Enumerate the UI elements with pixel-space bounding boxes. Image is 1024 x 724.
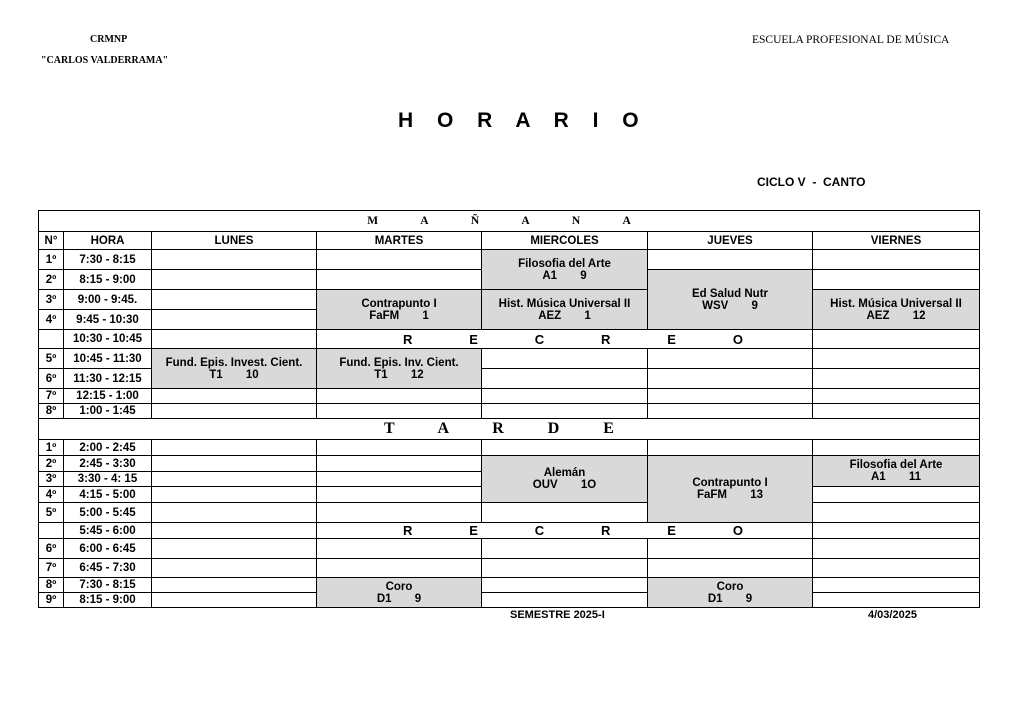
row-num: 5º (39, 503, 64, 523)
date-label: 4/03/2025 (868, 609, 917, 621)
empty-cell (482, 503, 648, 523)
row-num: 5º (39, 349, 64, 369)
empty-cell (482, 389, 648, 404)
empty-cell (813, 389, 980, 404)
row-hora: 7:30 - 8:15 (64, 250, 152, 270)
recreo-letter: R (403, 523, 413, 538)
recreo-row (317, 330, 813, 349)
course-name: Filosofia del Arte (518, 257, 611, 270)
course-name: Hist. Música Universal II (498, 297, 631, 310)
course-name: Fund. Epis. Inv. Cient. (339, 356, 459, 369)
row-num: 4º (39, 310, 64, 330)
row-num: 7º (39, 559, 64, 578)
empty-cell (813, 330, 980, 349)
row-num: 8º (39, 404, 64, 419)
semester-label: SEMESTRE 2025-I (510, 609, 605, 621)
row-num: 6º (39, 369, 64, 389)
row-num: 1º (39, 250, 64, 270)
col-header-num: N° (39, 232, 64, 250)
row-hora: 10:45 - 11:30 (64, 349, 152, 369)
empty-cell (152, 270, 317, 290)
empty-cell (152, 539, 317, 559)
course-code: D1 9 (707, 592, 753, 605)
empty-cell (648, 389, 813, 404)
empty-cell (152, 456, 317, 472)
row-num (39, 330, 64, 349)
col-header-lunes: LUNES (152, 232, 317, 250)
row-hora: 6:00 - 6:45 (64, 539, 152, 559)
recreo-letter: R (601, 331, 611, 347)
row-num: 3º (39, 472, 64, 487)
empty-cell (813, 523, 980, 539)
course-code: D1 9 (376, 592, 422, 605)
morning-section-header: M A Ñ A N A (39, 211, 980, 232)
empty-cell (648, 349, 813, 369)
empty-cell (813, 270, 980, 290)
cycle-label: CICLO V - CANTO (757, 175, 866, 189)
empty-cell (482, 404, 648, 419)
row-num: 3º (39, 290, 64, 310)
empty-cell (482, 440, 648, 456)
course-cell (317, 290, 482, 330)
recreo-letter: C (534, 331, 545, 347)
course-cell (813, 290, 980, 330)
row-hora: 7:30 - 8:15 (64, 578, 152, 593)
empty-cell (813, 349, 980, 369)
row-hora: 11:30 - 12:15 (64, 369, 152, 389)
course-code: FaFM 13 (696, 489, 763, 501)
empty-cell (648, 440, 813, 456)
row-num: 2º (39, 270, 64, 290)
empty-cell (813, 503, 980, 523)
course-code: T1 12 (374, 368, 424, 381)
course-name: Ed Salud Nutr (691, 287, 769, 300)
afternoon-section-header: T A R D E (39, 419, 980, 440)
course-cell (482, 290, 648, 330)
empty-cell (152, 310, 317, 330)
row-hora: 2:45 - 3:30 (64, 456, 152, 472)
empty-cell (482, 349, 648, 369)
empty-cell (648, 539, 813, 559)
row-num: 4º (39, 487, 64, 503)
empty-cell (813, 539, 980, 559)
course-name: Coro (385, 580, 413, 593)
empty-cell (152, 578, 317, 593)
course-name: Filosofia del Arte (849, 459, 943, 471)
empty-cell (317, 503, 482, 523)
course-code: A1 11 (870, 471, 922, 483)
empty-cell (152, 290, 317, 310)
empty-cell (648, 369, 813, 389)
empty-cell (813, 487, 980, 503)
course-cell (648, 456, 813, 523)
course-cell (482, 456, 648, 503)
row-hora: 6:45 - 7:30 (64, 559, 152, 578)
col-header-martes: MARTES (317, 232, 482, 250)
course-code: OUV 1O (532, 479, 597, 491)
empty-cell (813, 578, 980, 593)
course-name: Contrapunto I (692, 477, 768, 489)
course-name: Fund. Epis. Invest. Cient. (165, 356, 303, 369)
row-num: 6º (39, 539, 64, 559)
empty-cell (317, 250, 482, 270)
empty-cell (152, 330, 317, 349)
course-cell (813, 456, 980, 487)
empty-cell (813, 369, 980, 389)
empty-cell (648, 250, 813, 270)
empty-cell (317, 456, 482, 472)
empty-cell (152, 559, 317, 578)
course-cell (152, 349, 317, 389)
course-cell (648, 578, 813, 608)
recreo-letter: R (601, 523, 611, 538)
empty-cell (813, 250, 980, 270)
recreo-letter: E (667, 331, 676, 347)
course-code: AEZ 1 (538, 309, 591, 322)
empty-cell (648, 559, 813, 578)
row-hora: 9:45 - 10:30 (64, 310, 152, 330)
empty-cell (813, 440, 980, 456)
empty-cell (317, 472, 482, 487)
course-name: Alemán (543, 467, 586, 479)
course-cell (648, 270, 813, 330)
col-header-hora: HORA (64, 232, 152, 250)
course-cell (317, 578, 482, 608)
recreo-letter: C (534, 523, 545, 538)
row-num: 8º (39, 578, 64, 593)
empty-cell (317, 270, 482, 290)
empty-cell (317, 559, 482, 578)
recreo-letter: O (732, 523, 743, 538)
course-code: FaFM 1 (369, 309, 429, 322)
recreo-row (317, 523, 813, 539)
recreo-letter: O (732, 331, 743, 347)
empty-cell (482, 593, 648, 608)
row-num: 1º (39, 440, 64, 456)
school-name: ESCUELA PROFESIONAL DE MÚSICA (752, 34, 950, 46)
empty-cell (317, 487, 482, 503)
schedule-table (38, 210, 980, 608)
row-hora: 8:15 - 9:00 (64, 593, 152, 608)
empty-cell (152, 440, 317, 456)
empty-cell (482, 559, 648, 578)
row-hora: 2:00 - 2:45 (64, 440, 152, 456)
empty-cell (317, 389, 482, 404)
empty-cell (152, 472, 317, 487)
course-code: WSV 9 (702, 299, 758, 312)
page-title: H O R A R I O (398, 109, 648, 132)
recreo-letter: E (469, 331, 478, 347)
row-num (39, 523, 64, 539)
course-cell (317, 349, 482, 389)
row-hora: 12:15 - 1:00 (64, 389, 152, 404)
empty-cell (648, 404, 813, 419)
course-code: T1 10 (209, 368, 259, 381)
recreo-letter: E (667, 523, 676, 538)
row-num: 2º (39, 456, 64, 472)
row-hora: 8:15 - 9:00 (64, 270, 152, 290)
empty-cell (813, 559, 980, 578)
row-hora: 5:00 - 5:45 (64, 503, 152, 523)
empty-cell (317, 404, 482, 419)
empty-cell (482, 578, 648, 593)
row-hora: 9:00 - 9:45. (64, 290, 152, 310)
empty-cell (152, 487, 317, 503)
recreo-letter: R (403, 331, 413, 347)
empty-cell (317, 440, 482, 456)
row-hora: 3:30 - 4: 15 (64, 472, 152, 487)
empty-cell (152, 523, 317, 539)
empty-cell (152, 250, 317, 270)
row-num: 9º (39, 593, 64, 608)
row-hora: 1:00 - 1:45 (64, 404, 152, 419)
row-hora: 10:30 - 10:45 (64, 330, 152, 349)
empty-cell (482, 369, 648, 389)
course-name: Hist. Música Universal II (830, 297, 962, 310)
col-header-viernes: VIERNES (813, 232, 980, 250)
empty-cell (152, 389, 317, 404)
empty-cell (482, 539, 648, 559)
col-header-miercoles: MIERCOLES (482, 232, 648, 250)
col-header-jueves: JUEVES (648, 232, 813, 250)
course-name: Coro (716, 580, 744, 593)
empty-cell (152, 503, 317, 523)
course-code: A1 9 (542, 269, 587, 282)
course-code: AEZ 12 (866, 309, 926, 322)
empty-cell (317, 539, 482, 559)
empty-cell (813, 404, 980, 419)
course-cell (482, 250, 648, 290)
row-hora: 5:45 - 6:00 (64, 523, 152, 539)
institution-name: "CARLOS VALDERRAMA" (41, 55, 169, 66)
row-num: 7º (39, 389, 64, 404)
institution-acronym: CRMNP (90, 34, 128, 45)
empty-cell (152, 593, 317, 608)
course-name: Contrapunto I (361, 297, 437, 310)
empty-cell (813, 593, 980, 608)
recreo-letter: E (469, 523, 478, 538)
empty-cell (152, 404, 317, 419)
row-hora: 4:15 - 5:00 (64, 487, 152, 503)
